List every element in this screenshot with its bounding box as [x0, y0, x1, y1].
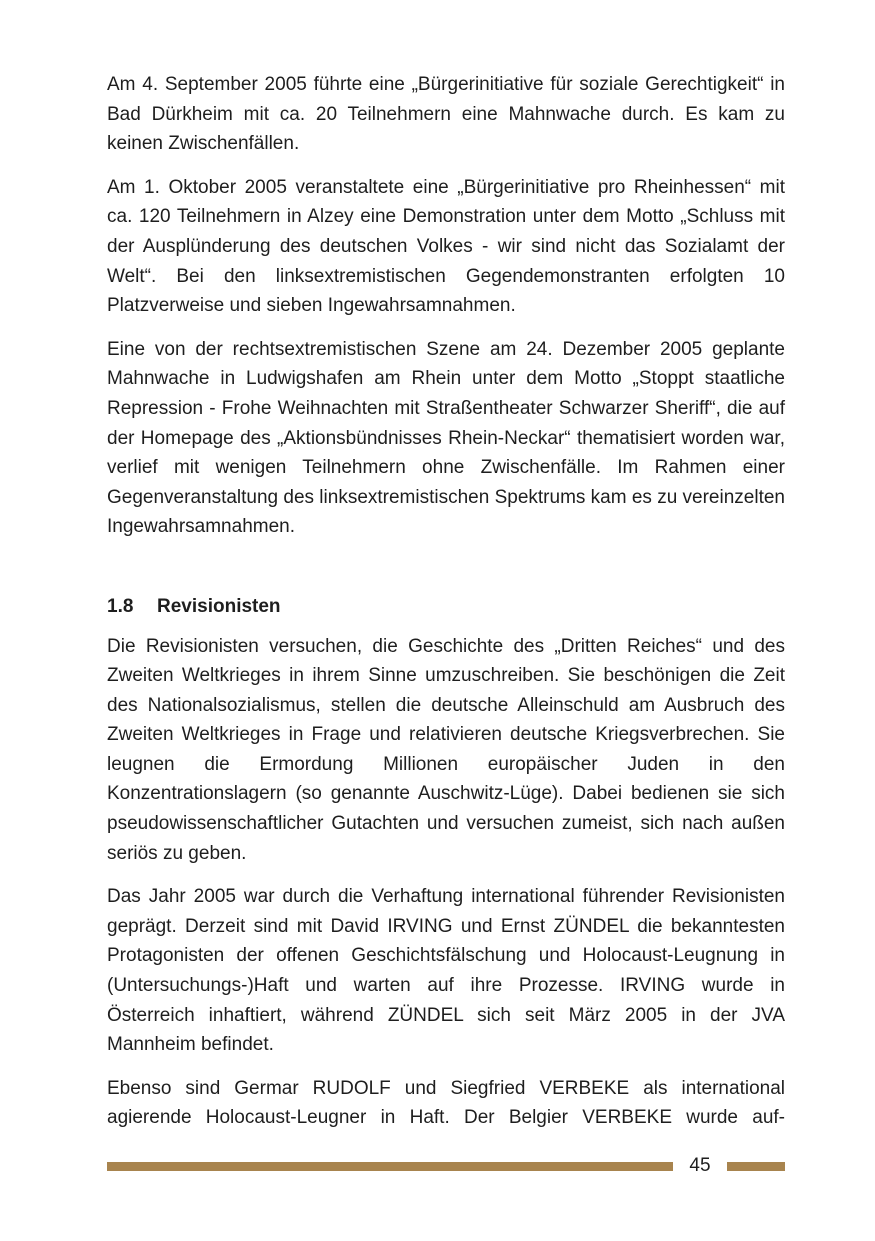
footer-rule-left [107, 1162, 673, 1171]
page-body [107, 70, 785, 1147]
paragraph-mahnwache-ludwigshafen: Eine von der rechtsextremistischen Szene am 24. Dezember 2005 geplante Mahnwache in Ludwigshafen am Rhein unter dem Motto „Stoppt staatliche Repression - Frohe Weihnachten mit Straßentheater Schwarzer Sheriff“, die auf der Homepage des „Aktionsbündnisses Rhein-Neckar“ thematisiert worden war, verlief mit wenigen Teilnehmern ohne Zwischenfälle. Im Rahmen einer Gegenveranstaltung des linksextremistischen Spektrums kam es zu vereinzelten Ingewahrsamnahmen. [107, 338, 785, 538]
section-heading [107, 592, 785, 622]
footer-rule-right [727, 1162, 785, 1171]
paragraph-rudolf-verbeke: Ebenso sind Germar RUDOLF und Siegfried VERBEKE als international agierende Holocaust-Leugner in Haft. Der Belgier VERBEKE wurde auf- [107, 1077, 785, 1129]
section-number: 1.8 [107, 595, 134, 617]
paragraph-revisionisten-intro: Die Revisionisten versuchen, die Geschichte des „Dritten Reiches“ und des Zweiten Weltkrieges in ihrem Sinne umzuschreiben. Sie beschönigen die Zeit des Nationalsozialismus, stellen die deutsche Alleinschuld am Ausbruch des Zweiten Weltkrieges in Frage und relativieren deutsche Kriegsverbrechen. Sie leugnen die Ermordung Millionen europäischer Juden in den Konzentrationslagern (so genannte Auschwitz-Lüge). Dabei bedienen sie sich pseudowissenschaftlicher Gutachten und versuchen zumeist, sich nach außen seriös zu geben. [107, 635, 785, 864]
page-footer [107, 1152, 785, 1182]
section-title: Revisionisten [157, 595, 281, 617]
paragraph-demonstration-alzey: Am 1. Oktober 2005 veranstaltete eine „Bürgerinitiative pro Rheinhessen“ mit ca. 120 Teilnehmern in Alzey eine Demonstration unter dem Motto „Schluss mit der Ausplünderung des deutschen Volkes - wir sind nicht das Sozialamt der Welt“. Bei den linksextremistischen Gegendemonstranten erfolgten 10 Platzverweise und sieben Ingewahrsamnahmen. [107, 176, 785, 317]
paragraph-verhaftungen-2005: Das Jahr 2005 war durch die Verhaftung international führender Revisionisten geprägt. Derzeit sind mit David IRVING und Ernst ZÜNDEL die bekanntesten Protagonisten der offenen Geschichtsfälschung und Holocaust-Leugnung in (Untersuchungs-)Haft und warten auf ihre Prozesse. IRVING wurde in Österreich inhaftiert, während ZÜNDEL sich seit März 2005 in der JVA Mannheim befindet. [107, 886, 785, 1056]
page-number: 45 [689, 1155, 711, 1176]
paragraph-mahnwache-bad-duerkheim: Am 4. September 2005 führte eine „Bürgerinitiative für soziale Gerechtigkeit“ in Bad Dürkheim mit ca. 20 Teilnehmern eine Mahnwache durch. Es kam zu keinen Zwischenfällen. [107, 74, 785, 155]
